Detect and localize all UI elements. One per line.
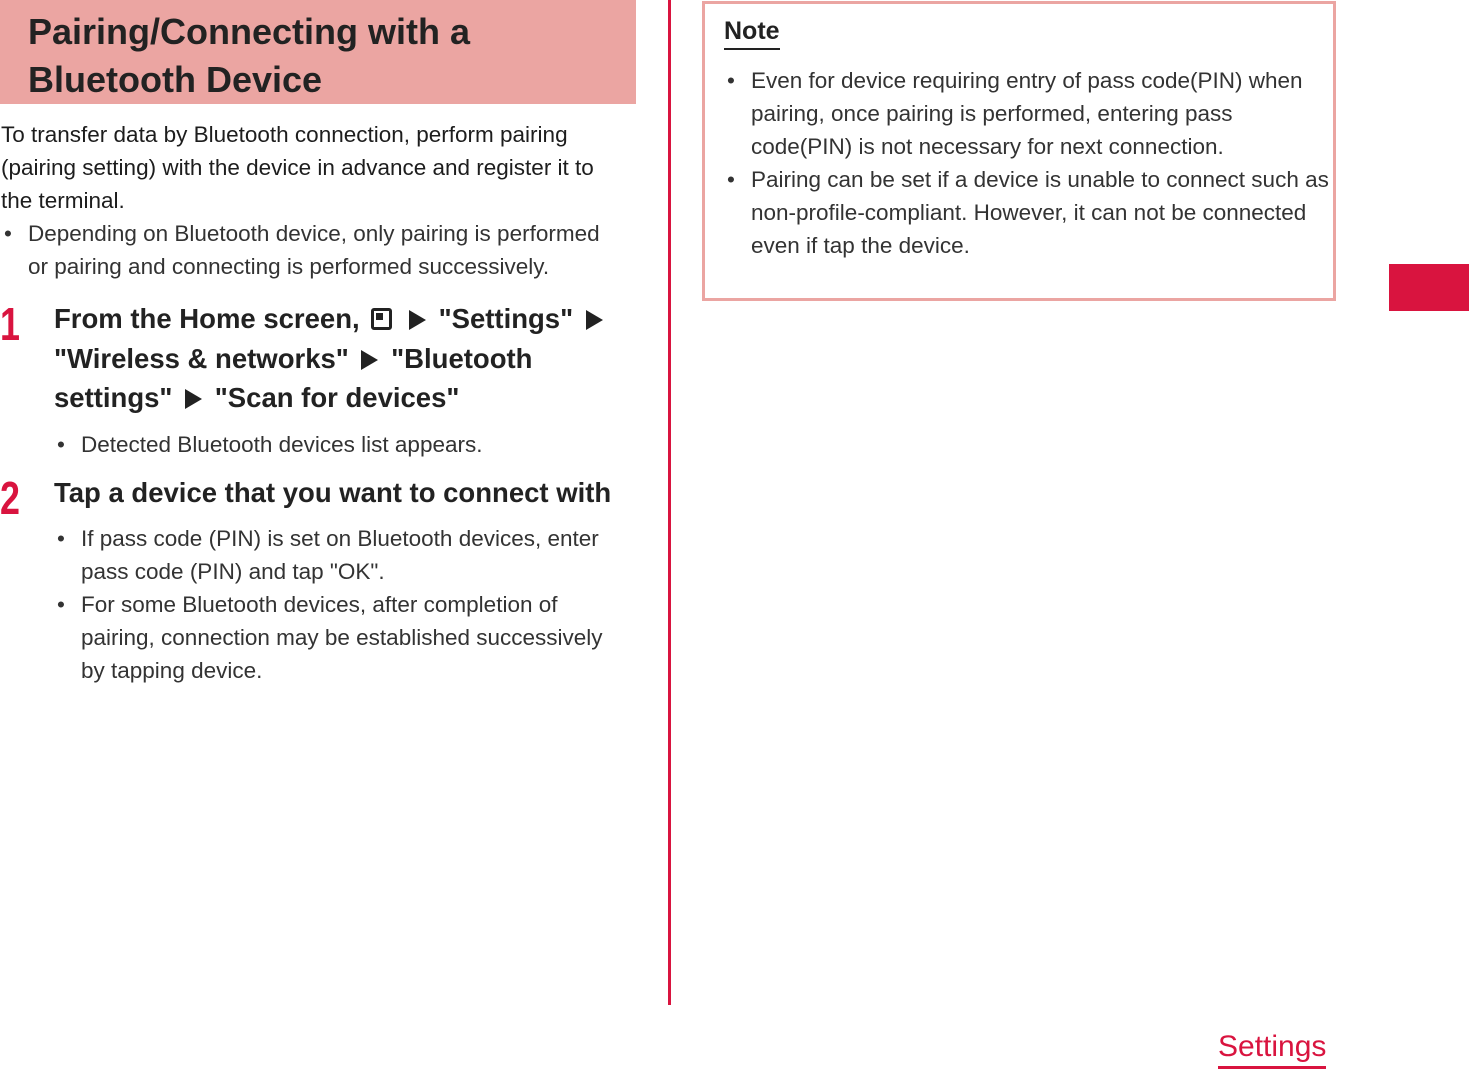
arrow-right-icon <box>361 350 378 370</box>
intro-bullets <box>1 217 611 283</box>
list-item: • Pairing can be set if a device is unable to connect such as non-profile-compliant. However, it can not be connected even if tap the device. <box>724 163 1330 262</box>
step-title-part: From the Home screen, <box>54 303 360 334</box>
list-item: • If pass code (PIN) is set on Bluetooth devices, enter pass code (PIN) and tap "OK". <box>54 522 624 588</box>
step-2 <box>0 473 636 688</box>
note-title: Note <box>724 16 780 50</box>
step-title <box>54 299 624 418</box>
note-box <box>702 1 1336 301</box>
step-title-part: "Scan for devices" <box>214 382 460 413</box>
step-bullets <box>54 522 624 687</box>
intro-text: To transfer data by Bluetooth connection, perform pairing (pairing setting) with the device in advance and register it to the terminal. <box>1 122 594 213</box>
step-number: 1 <box>0 298 20 350</box>
step-number: 2 <box>0 471 20 524</box>
step-1 <box>0 299 636 461</box>
footer-chapter-label: Settings <box>1218 1029 1326 1069</box>
list-item: • Even for device requiring entry of pass code(PIN) when pairing, once pairing is performed, entering pass code(PIN) is not necessary for next connection. <box>724 64 1330 163</box>
list-item: • Depending on Bluetooth device, only pairing is performed or pairing and connecting is performed successively. <box>1 217 611 283</box>
list-item: • For some Bluetooth devices, after completion of pairing, connection may be established successively by tapping device. <box>54 588 624 687</box>
section-title-line1: Pairing/Connecting with a <box>28 11 471 52</box>
arrow-right-icon <box>409 310 426 330</box>
section-title-line2: Bluetooth Device <box>28 59 323 100</box>
note-bullets <box>724 64 1330 262</box>
arrow-right-icon <box>185 389 202 409</box>
step-title-part: "Bluetooth settings" <box>54 342 533 413</box>
column-divider <box>668 0 671 1005</box>
step-title-part: "Wireless & networks" <box>54 342 349 374</box>
list-item: • Detected Bluetooth devices list appears. <box>54 428 624 461</box>
main-column <box>0 0 636 687</box>
chapter-tab <box>1389 264 1469 311</box>
section-header <box>0 0 636 104</box>
step-bullets <box>54 428 624 461</box>
arrow-right-icon <box>586 310 603 330</box>
step-title: Tap a device that you want to connect with <box>54 476 612 508</box>
menu-key-icon <box>371 308 392 330</box>
step-title-part: "Settings" <box>438 303 574 334</box>
